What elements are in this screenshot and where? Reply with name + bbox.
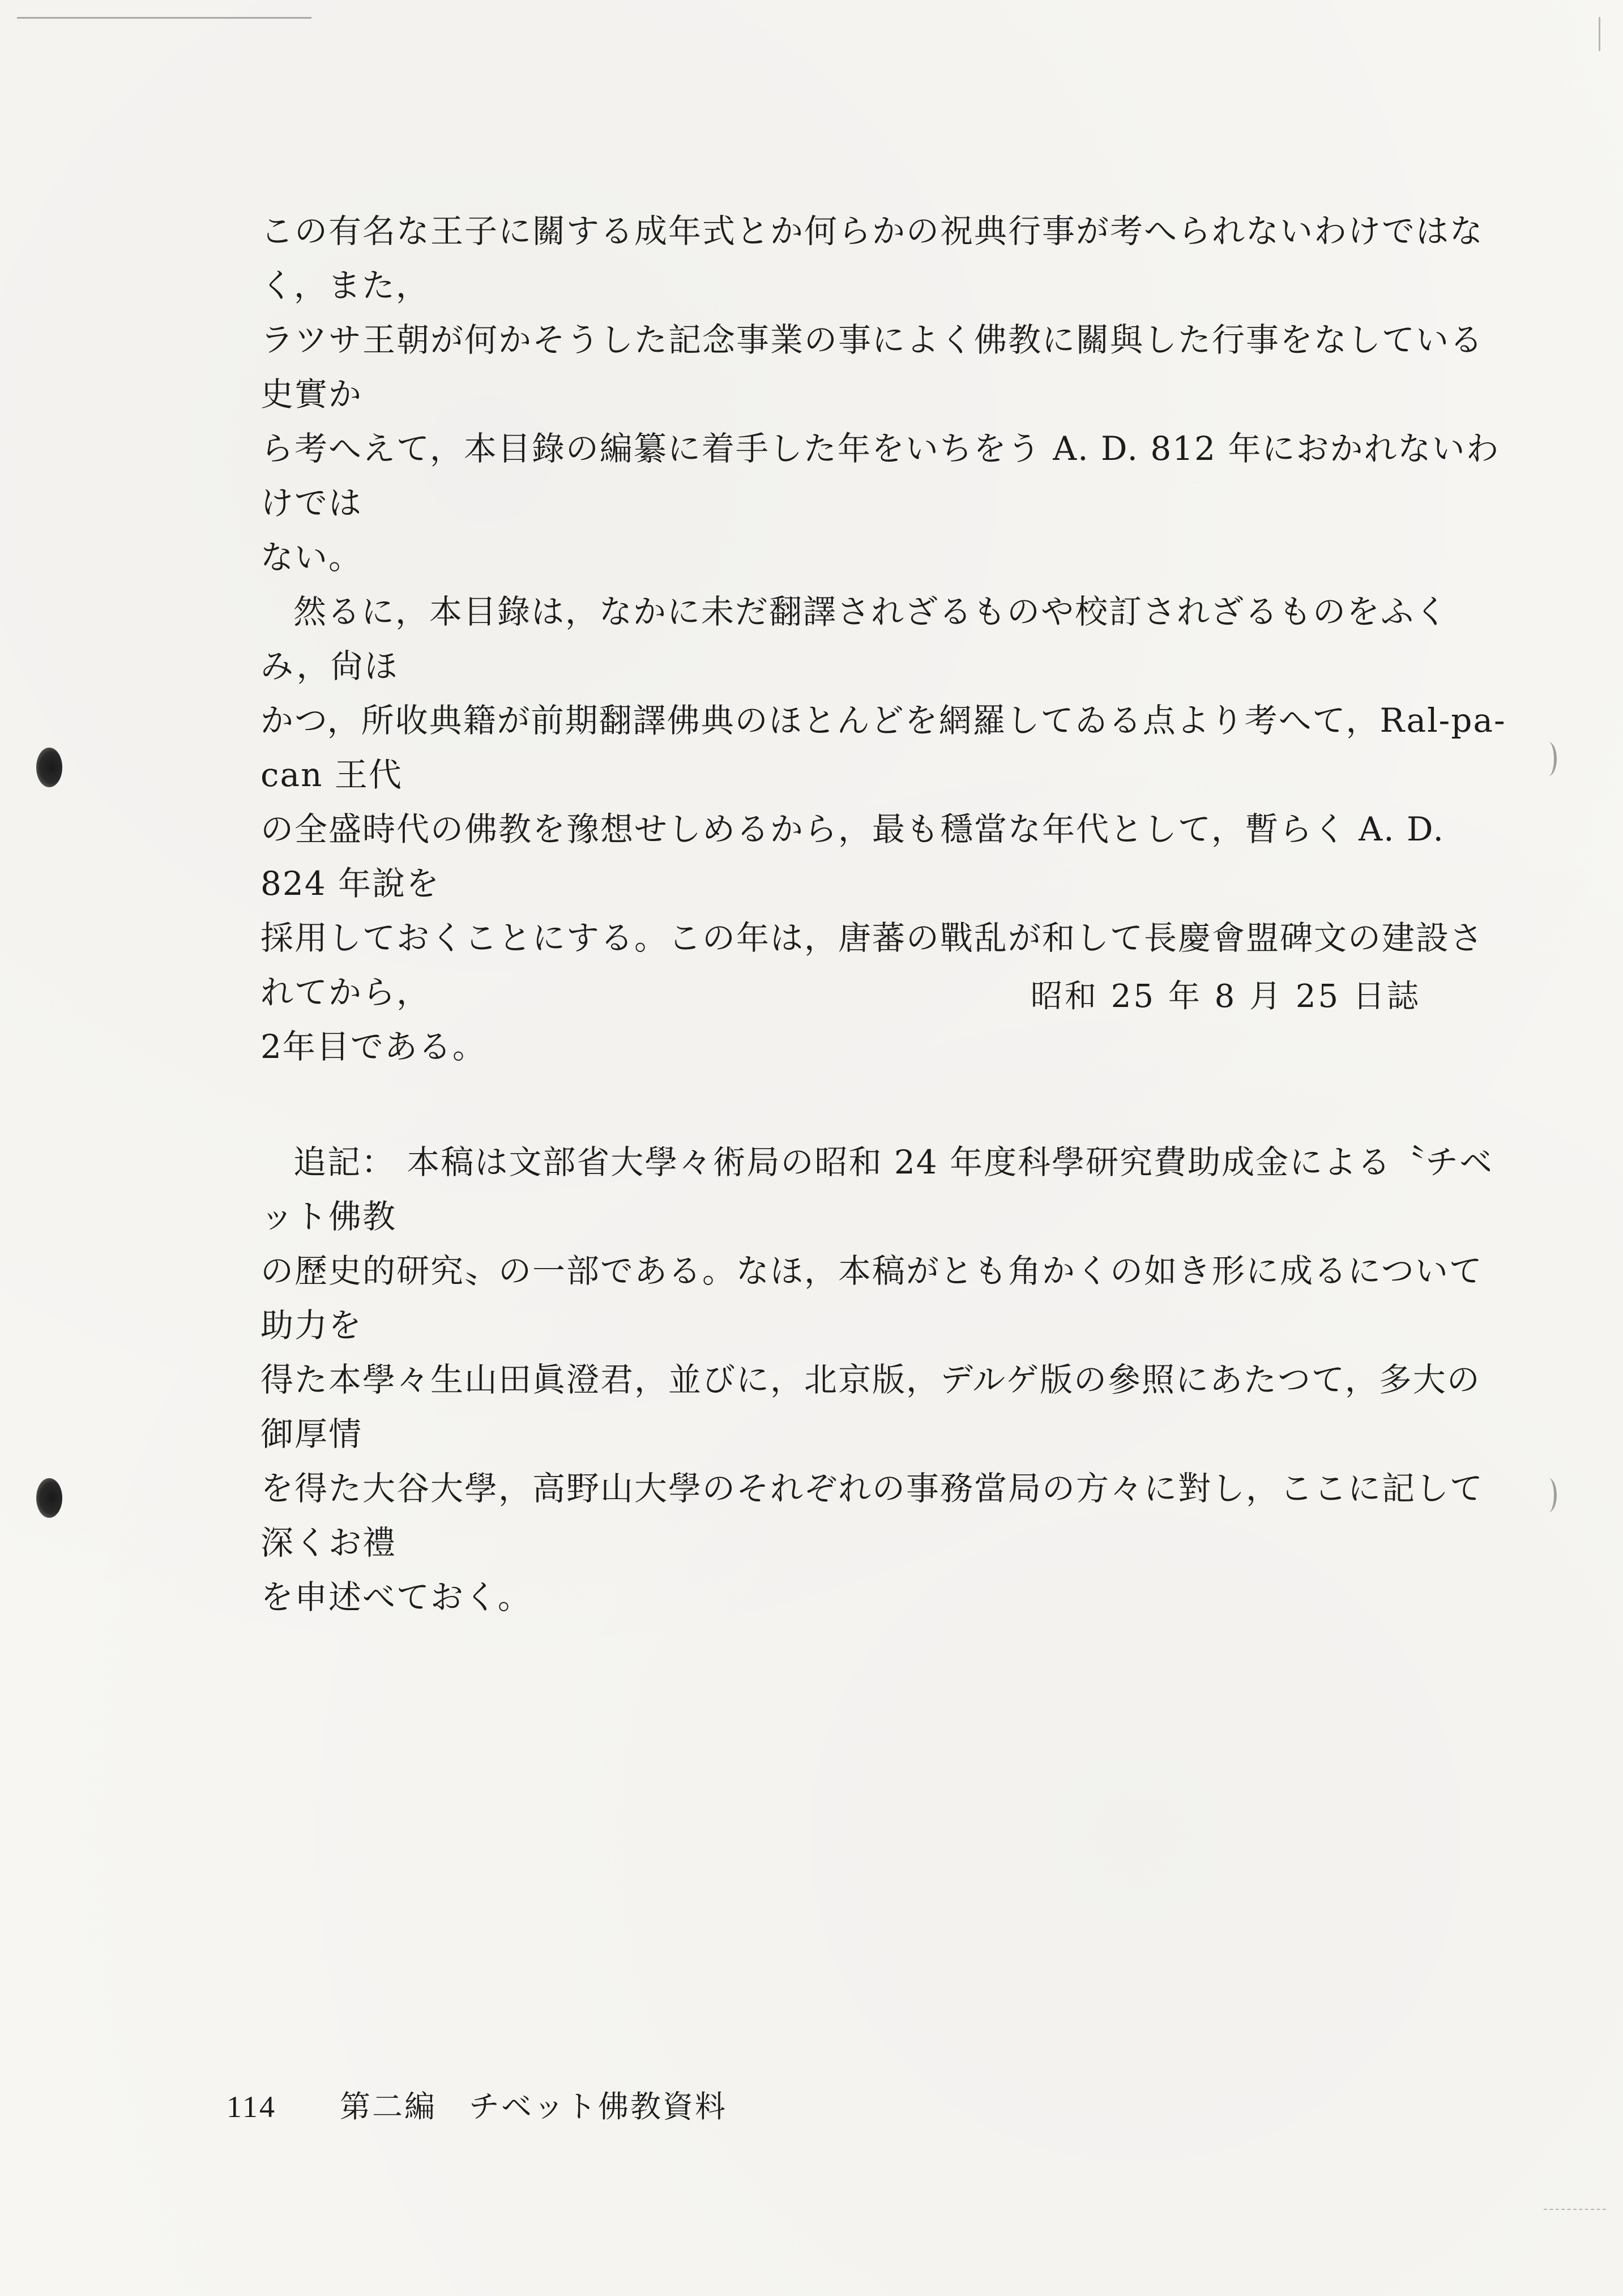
text-line: の全盛時代の佛教を豫想せしめるから，最も穩當な年代として，暫らく A. D. 824 年說を (260, 810, 1445, 903)
paragraph-1 (260, 204, 1506, 584)
text-line: ラツサ王朝が何かそうした記念事業の事によく佛教に關與した行事をなしている史實か (260, 321, 1484, 413)
punch-hole-shadow-icon (1540, 742, 1557, 776)
top-scan-rule (17, 17, 311, 19)
punch-hole-shadow-icon (1540, 1478, 1557, 1512)
text-line: を得た大谷大學，高野山大學のそれぞれの事務當局の方々に對し，ここに記して深くお禮 (260, 1469, 1484, 1562)
text-line: を申述べておく。 (260, 1578, 532, 1616)
punch-hole-icon (36, 748, 62, 787)
right-edge-mark (1599, 17, 1600, 51)
text-line: ら考へえて，本目錄の編纂に着手した年をいちをう A. D. 812 年におかれないわけでは (260, 429, 1500, 522)
date-signature: 昭和 25 年 8 月 25 日誌 (1031, 978, 1421, 1015)
page-number: 114 (227, 2090, 276, 2124)
text-line: 採用しておくことにする。この年は，唐蕃の戰乱が和して長慶會盟碑文の建設されてから， (260, 919, 1484, 1012)
page-footer (227, 2084, 727, 2129)
text-line: 2年目である。 (260, 1027, 486, 1066)
punch-hole-icon (36, 1478, 62, 1518)
text-line: ない。 (260, 538, 363, 577)
text-line: 追記： 本稿は文部省大學々術局の昭和 24 年度科學研究費助成金による〝チベット佛教 (260, 1143, 1494, 1236)
body-text (260, 204, 1506, 1624)
section-title: 第二編 チベット佛教資料 (340, 2089, 727, 2124)
paragraph-gap (260, 1074, 1506, 1135)
bottom-right-rule (1544, 2209, 1606, 2211)
postscript (260, 1135, 1506, 1624)
text-line: 然るに，本目錄は，なかに未だ翻譯されざるものや校訂されざるものをふくみ，尙ほ (260, 592, 1449, 685)
text-line: 得た本學々生山田眞澄君，並びに，北京版，デルゲ版の參照にあたつて，多大の御厚情 (260, 1360, 1481, 1453)
text-line: この有名な王子に關する成年式とか何らかの祝典行事が考へられないわけではなく，また， (260, 212, 1484, 305)
text-line: の歷史的研究〟の一部である。なほ，本稿がとも角かくの如き形に成るについて助力を (260, 1252, 1483, 1345)
text-line: かつ，所收典籍が前期翻譯佛典のほとんどを網羅してゐる点より考へて，Ral-pa-can 王代 (260, 701, 1506, 794)
